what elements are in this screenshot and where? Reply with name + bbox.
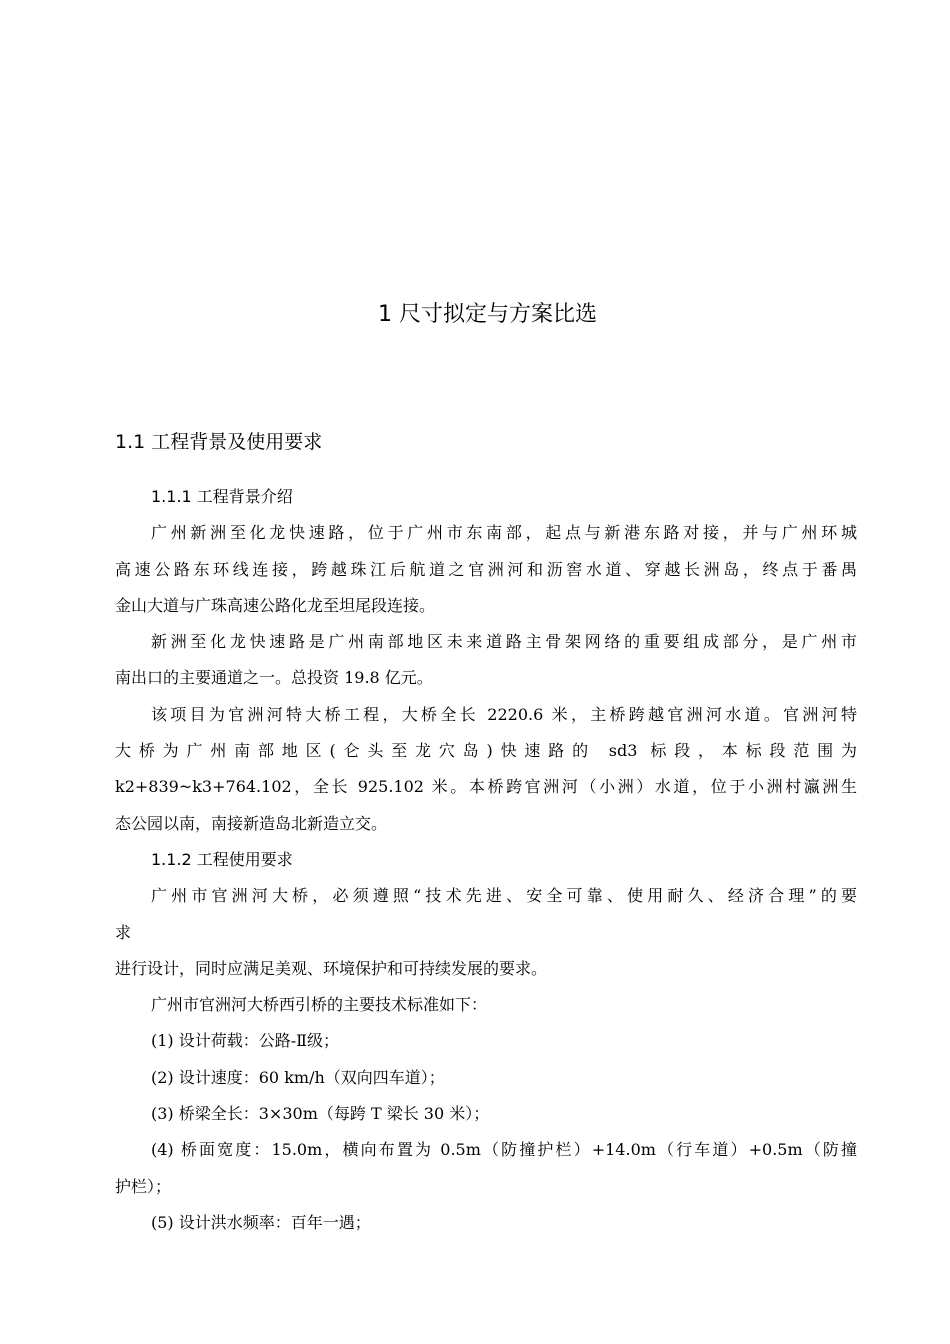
standard-item: (5) 设计洪水频率：百年一遇； xyxy=(151,1212,371,1232)
paragraph-line: 高速公路东环线连接，跨越珠江后航道之官洲河和沥窖水道、穿越长洲岛，终点于番禺 xyxy=(115,559,857,579)
paragraph-line: 广州新洲至化龙快速路，位于广州市东南部，起点与新港东路对接，并与广州环城 xyxy=(151,523,857,543)
standard-item: (3) 桥梁全长：3×30m（每跨 T 梁长 30 米）； xyxy=(151,1104,490,1124)
standard-item: (4) 桥面宽度：15.0m，横向布置为 0.5m（防撞护栏）+14.0m（行车道）+0.5m（防撞 xyxy=(151,1140,857,1160)
paragraph-line: 南出口的主要通道之一。总投资 19.8 亿元。 xyxy=(115,668,433,688)
paragraph-line: 求 xyxy=(115,922,132,942)
standard-item: (2) 设计速度：60 km/h（双向四车道）； xyxy=(151,1067,445,1087)
section-title: 1.1 工程背景及使用要求 xyxy=(115,431,323,453)
paragraph-line: 态公园以南，南接新造岛北新造立交。 xyxy=(115,813,388,833)
subsection-heading-1-1-1: 1.1.1 工程背景介绍 xyxy=(151,487,293,506)
standard-item: (1) 设计荷载：公路-Ⅱ级； xyxy=(151,1031,340,1051)
body-content xyxy=(115,479,857,1241)
paragraph-line: 大桥为广州南部地区(仑头至龙穴岛)快速路的 sd3 标段，本标段范围为 xyxy=(115,741,857,761)
chapter-title: 1 尺寸拟定与方案比选 xyxy=(378,302,597,327)
paragraph-line: k2+839~k3+764.102，全长 925.102 米。本桥跨官洲河（小洲）水道，位于小洲村瀛洲生 xyxy=(115,777,857,797)
standard-item-continued: 护栏）； xyxy=(115,1176,172,1196)
paragraph-line: 金山大道与广珠高速公路化龙至坦尾段连接。 xyxy=(115,595,436,615)
paragraph-line: 广州市官洲河大桥，必须遵照“技术先进、安全可靠、使用耐久、经济合理”的要 xyxy=(151,886,857,906)
paragraph-line: 进行设计，同时应满足美观、环境保护和可持续发展的要求。 xyxy=(115,958,548,978)
paragraph-line: 新洲至化龙快速路是广州南部地区未来道路主骨架网络的重要组成部分，是广州市 xyxy=(151,632,857,652)
paragraph-line: 广州市官洲河大桥西引桥的主要技术标准如下： xyxy=(151,995,488,1015)
paragraph-line: 该项目为官洲河特大桥工程，大桥全长 2220.6 米，主桥跨越官洲河水道。官洲河特 xyxy=(151,704,857,724)
subsection-heading-1-1-2: 1.1.2 工程使用要求 xyxy=(151,849,293,869)
